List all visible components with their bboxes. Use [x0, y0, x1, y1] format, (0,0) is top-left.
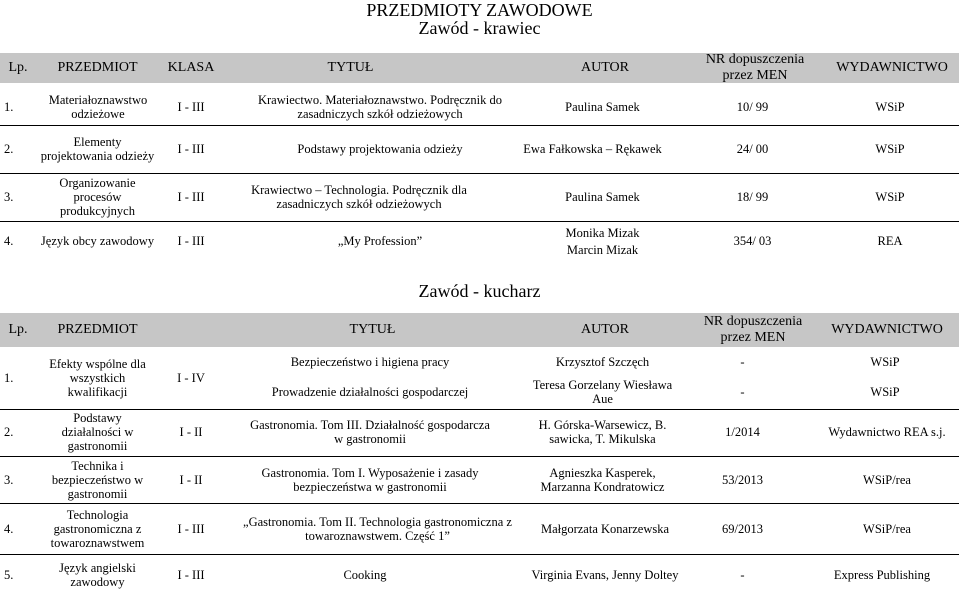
t1-header-klasa: KLASA — [167, 60, 215, 75]
cell-wydawnictwo: Wydawnictwo REA s.j. — [828, 425, 946, 439]
cell-tytul: Krawiectwo. Materiałoznawstwo. Podręcznik do zasadniczych szkół odzieżowych — [257, 93, 503, 121]
cell-nr: - — [740, 355, 745, 369]
section-title: Zawód - kucharz — [418, 281, 541, 301]
cell-przedmiot: Technika i bezpieczeństwo w gastronomii — [51, 459, 144, 501]
page-subtitle: Zawód - krawiec — [418, 18, 541, 38]
cell-klasa: I - II — [179, 473, 203, 487]
cell-lp: 1. — [4, 100, 14, 114]
cell-wydawnictwo: WSiP — [875, 100, 905, 114]
table1-header — [0, 53, 959, 83]
cell-nr: 18/ 99 — [736, 190, 769, 204]
t1-header-wydawnictwo: WYDAWNICTWO — [836, 60, 948, 75]
t1-header-lp: Lp. — [8, 60, 28, 75]
cell-tytul: „Gastronomia. Tom II. Technologia gastronomiczna z towaroznawstwem. Część 1” — [243, 515, 512, 543]
cell-wydawnictwo: WSiP/rea — [863, 473, 911, 487]
cell-autor: Monika Mizak — [565, 225, 640, 240]
cell-przedmiot: Materiałoznawstwo odzieżowe — [48, 93, 148, 121]
cell-przedmiot: Efekty wspólne dla wszystkich kwalifikacji — [49, 357, 146, 399]
cell-lp: 2. — [4, 425, 14, 439]
cell-autor: Krzysztof Szczęch — [555, 355, 650, 369]
cell-lp: 5. — [4, 568, 14, 582]
cell-autor: Teresa Gorzelany Wiesława Aue — [532, 378, 673, 406]
cell-przedmiot: Język angielski zawodowy — [59, 561, 136, 589]
cell-przedmiot: Elementy projektowania odzieży — [40, 135, 155, 163]
cell-tytul: Krawiectwo – Technologia. Podręcznik dla zasadniczych szkół odzieżowych — [251, 183, 467, 211]
page-title: PRZEDMIOTY ZAWODOWE — [366, 0, 593, 20]
cell-lp: 4. — [4, 522, 14, 536]
cell-autor: Paulina Samek — [565, 100, 640, 114]
t2-header-lp: Lp. — [8, 322, 28, 337]
cell-autor: Virginia Evans, Jenny Doltey — [531, 568, 679, 582]
cell-lp: 2. — [4, 142, 14, 156]
cell-tytul: Bezpieczeństwo i higiena pracy — [290, 355, 450, 369]
cell-lp: 3. — [4, 190, 14, 204]
t1-header-autor: AUTOR — [581, 60, 629, 75]
cell-przedmiot: Technologia gastronomiczna z towaroznawstwem — [50, 508, 145, 550]
cell-autor: H. Górska-Warsewicz, B. sawicka, T. Mikulska — [538, 418, 667, 446]
cell-klasa: I - II — [179, 425, 203, 439]
row-divider — [0, 554, 959, 555]
cell-lp: 4. — [4, 234, 14, 248]
cell-klasa: I - III — [177, 522, 205, 536]
t1-header-tytul: TYTUŁ — [327, 60, 374, 75]
cell-tytul: Podstawy projektowania odzieży — [297, 142, 463, 156]
cell-klasa: I - IV — [177, 371, 205, 385]
cell-autor: Marcin Mizak — [566, 242, 639, 257]
cell-nr: 53/2013 — [722, 473, 763, 487]
cell-nr: 1/2014 — [725, 425, 760, 439]
cell-przedmiot: Podstawy działalności w gastronomii — [61, 411, 134, 453]
cell-tytul: „My Profession” — [337, 234, 423, 248]
cell-tytul: Cooking — [343, 568, 387, 582]
cell-nr: 69/2013 — [722, 522, 763, 536]
cell-wydawnictwo: WSiP — [870, 355, 900, 369]
t2-header-tytul: TYTUŁ — [349, 322, 396, 337]
table2-header — [0, 313, 959, 347]
cell-wydawnictwo: WSiP/rea — [863, 522, 911, 536]
cell-autor: Małgorzata Konarzewska — [540, 522, 670, 536]
cell-wydawnictwo: Express Publishing — [833, 568, 931, 582]
t2-header-nr: NR dopuszczenia przez MEN — [703, 314, 803, 345]
cell-tytul: Gastronomia. Tom I. Wyposażenie i zasady bezpieczeństwa w gastronomii — [261, 466, 479, 494]
cell-lp: 3. — [4, 473, 14, 487]
row-divider — [0, 456, 959, 457]
cell-nr: - — [740, 568, 745, 582]
cell-nr: 24/ 00 — [736, 142, 769, 156]
row-divider — [0, 503, 959, 504]
row-divider — [0, 173, 959, 174]
t1-header-przedmiot: PRZEDMIOT — [57, 60, 138, 75]
cell-wydawnictwo: WSiP — [870, 385, 900, 399]
cell-klasa: I - III — [177, 142, 205, 156]
row-divider — [0, 221, 959, 222]
cell-wydawnictwo: WSiP — [875, 142, 905, 156]
t2-header-autor: AUTOR — [581, 322, 629, 337]
t2-header-przedmiot: PRZEDMIOT — [57, 322, 138, 337]
cell-nr: 10/ 99 — [736, 100, 769, 114]
cell-lp: 1. — [4, 371, 14, 385]
row-divider — [0, 125, 959, 126]
cell-nr: - — [740, 385, 745, 399]
t1-header-nr: NR dopuszczenia przez MEN — [705, 52, 805, 83]
cell-autor: Ewa Fałkowska – Rękawek — [523, 142, 662, 156]
t2-header-wydawnictwo: WYDAWNICTWO — [831, 322, 943, 337]
cell-przedmiot: Organizowanie procesów produkcyjnych — [59, 176, 136, 218]
cell-wydawnictwo: WSiP — [875, 190, 905, 204]
cell-tytul: Prowadzenie działalności gospodarczej — [271, 385, 469, 399]
cell-klasa: I - III — [177, 568, 205, 582]
cell-tytul: Gastronomia. Tom III. Działalność gospodarcza w gastronomii — [250, 418, 490, 446]
cell-autor: Agnieszka Kasperek, Marzanna Kondratowicz — [540, 466, 665, 494]
cell-klasa: I - III — [177, 190, 205, 204]
cell-klasa: I - III — [177, 234, 205, 248]
cell-autor: Paulina Samek — [565, 190, 640, 204]
cell-przedmiot: Język obcy zawodowy — [40, 234, 155, 248]
cell-nr: 354/ 03 — [733, 234, 772, 248]
cell-klasa: I - III — [177, 100, 205, 114]
cell-wydawnictwo: REA — [877, 234, 903, 248]
